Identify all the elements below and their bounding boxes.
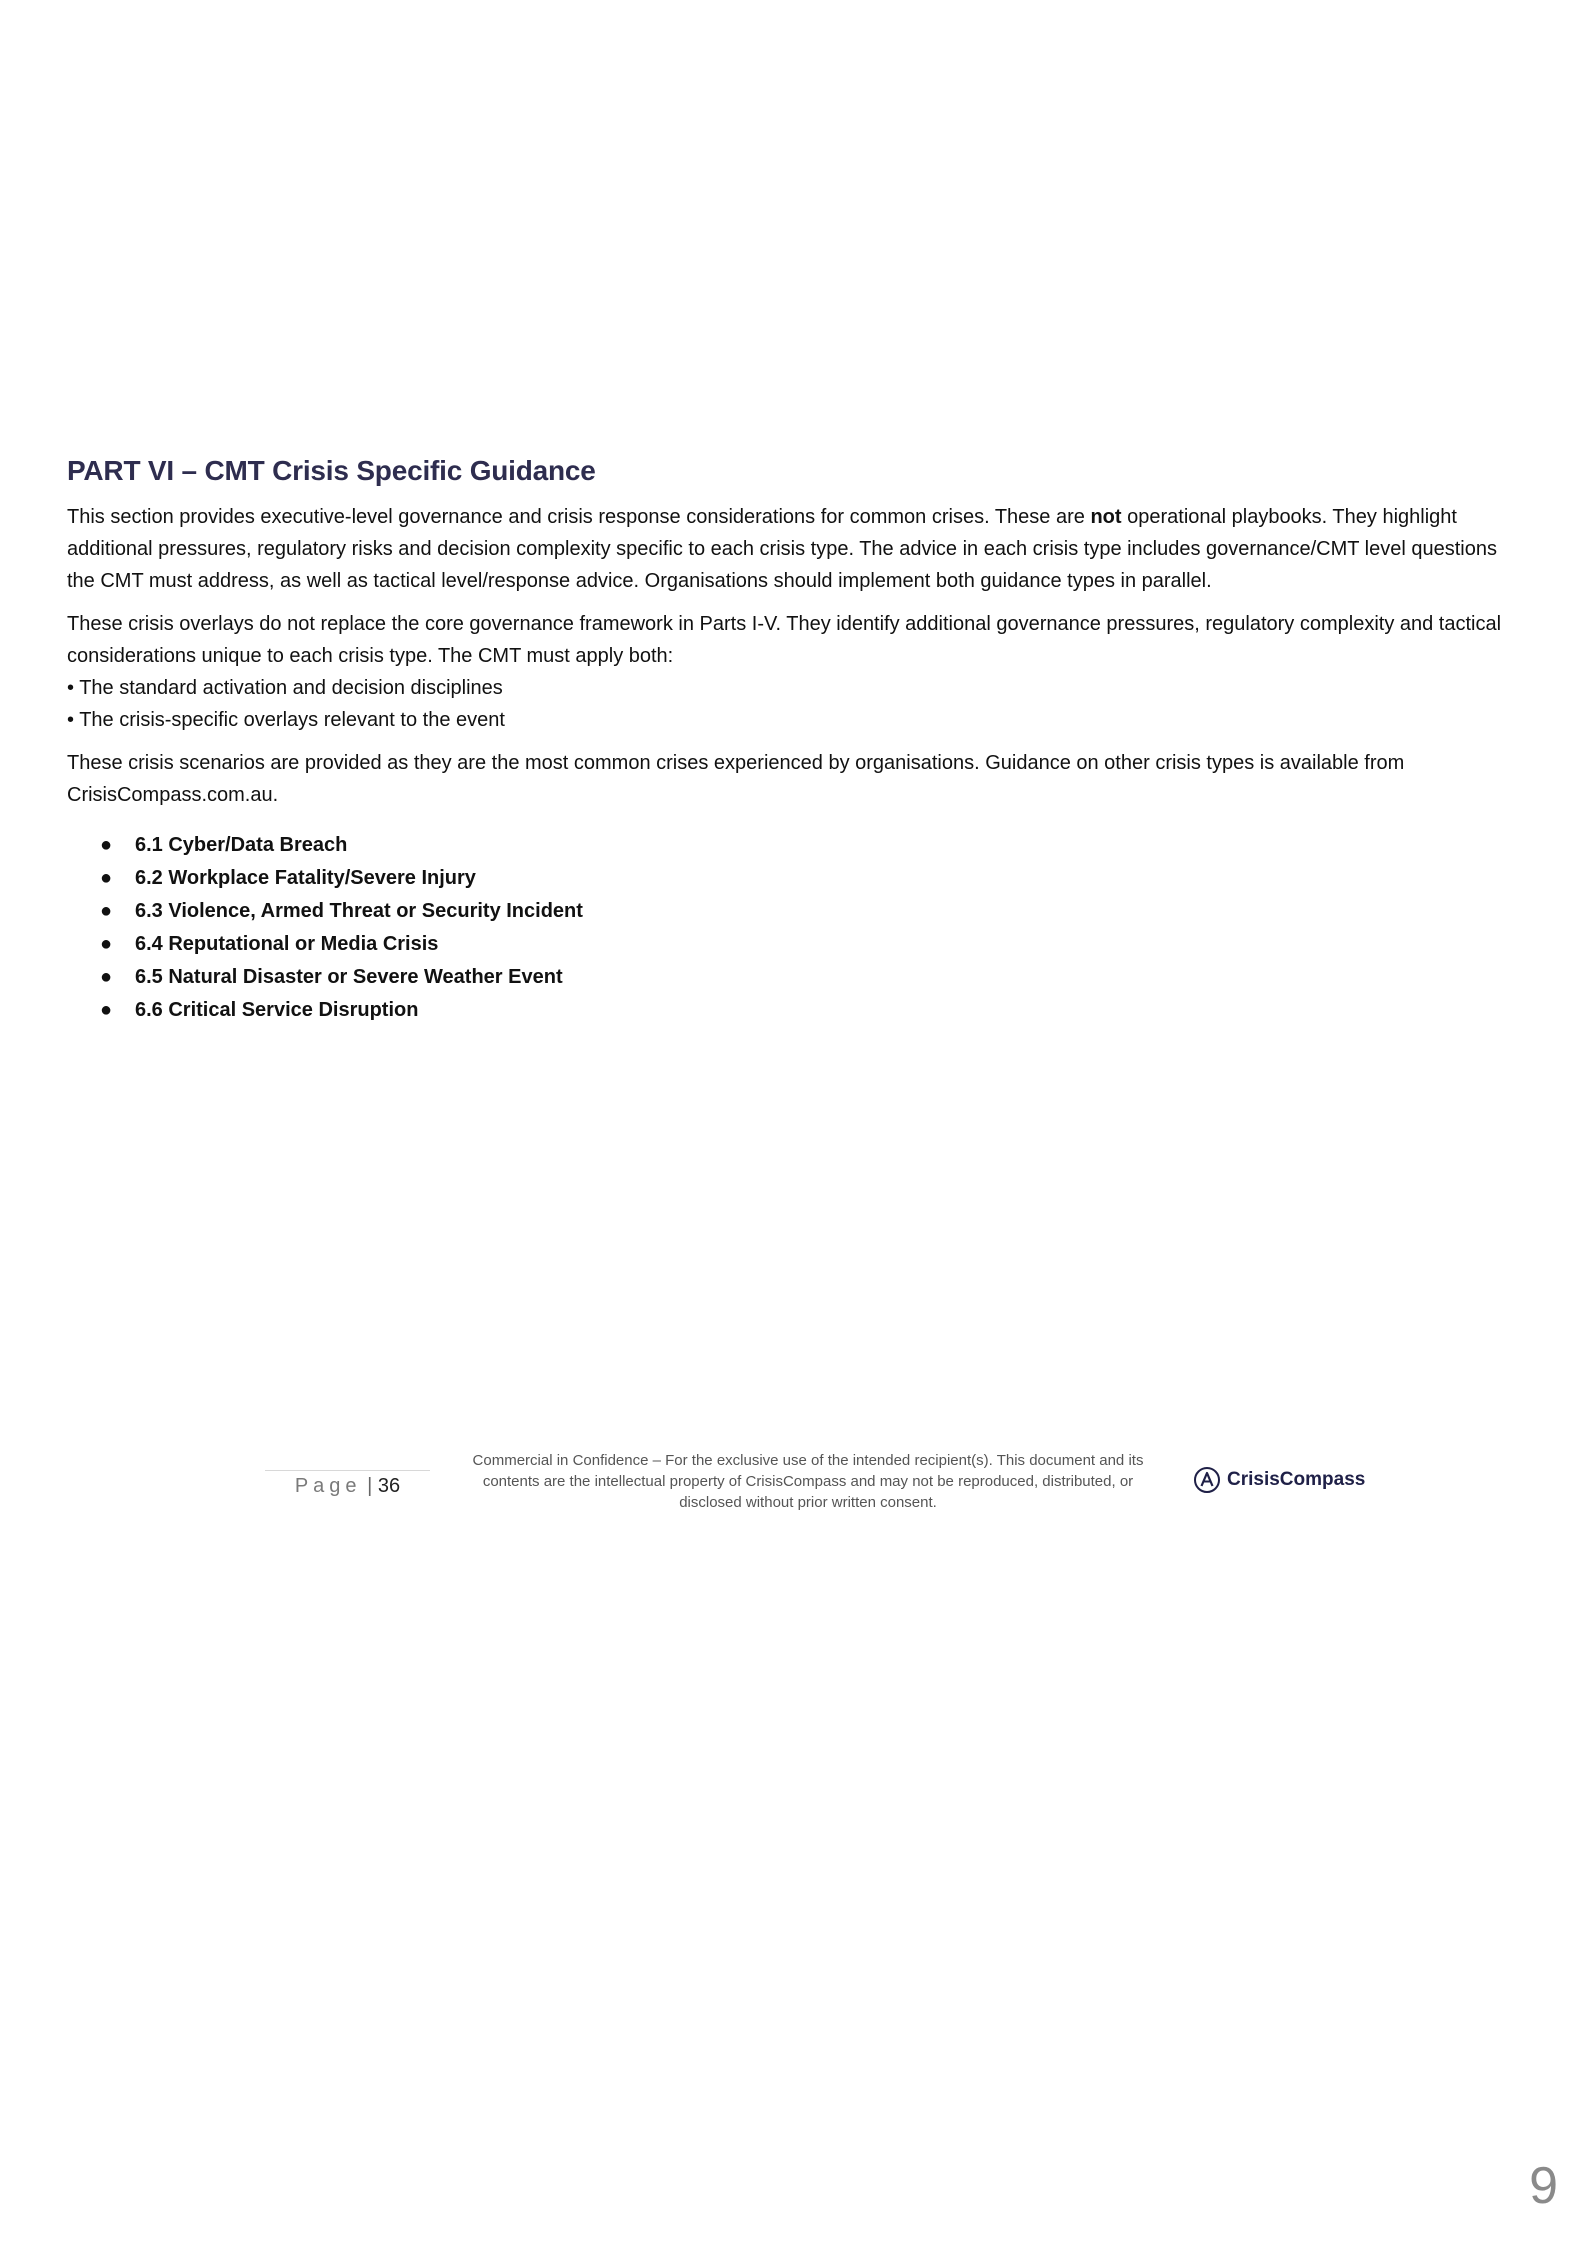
list-item [67, 994, 1507, 1027]
page-separator: | [367, 1475, 373, 1497]
crisis-type-label: 6.2 Workplace Fatality/Severe Injury [135, 867, 476, 889]
bullet-icon: ● [100, 999, 113, 1021]
crisis-type-list [67, 829, 1507, 1027]
page-footer [0, 1450, 1588, 1520]
overlay-paragraph [67, 608, 1507, 736]
list-item [67, 895, 1507, 928]
crisis-type-label: 6.6 Critical Service Disruption [135, 999, 419, 1021]
document-body [67, 455, 1507, 1027]
scenarios-paragraph: These crisis scenarios are provided as they are the most common crises experienced by organisations. Guidance on other crisis types is available from CrisisCompass.com.au. [67, 752, 1405, 806]
crisis-type-label: 6.5 Natural Disaster or Severe Weather Event [135, 966, 563, 988]
list-item [67, 928, 1507, 961]
section-heading: PART VI – CMT Crisis Specific Guidance [67, 455, 596, 486]
intro-text-end: operational playbooks. They highlight additional pressures, regulatory risks and decision complexity specific to each crisis type. The advice in each crisis type includes governance/CMT level questions the CMT must address, as well as tactical level/response advice. Organisations should implement both guidance types in parallel. [67, 506, 1497, 592]
confidentiality-notice: Commercial in Confidence – For the exclusive use of the intended recipient(s). This document and its contents are the intellectual property of CrisisCompass and may not be reproduced, distributed, or disclosed without prior written consent. [472, 1452, 1144, 1511]
crisis-type-label: 6.3 Violence, Armed Threat or Security Incident [135, 900, 583, 922]
list-item [67, 961, 1507, 994]
brand-name: CrisisCompass [1227, 1469, 1366, 1490]
intro-text-bold: not [1090, 506, 1122, 528]
overlay-text: These crisis overlays do not replace the core governance framework in Parts I-V. They identify additional governance pressures, regulatory complexity and tactical considerations unique to each crisis type. The CMT must apply both: [67, 613, 1502, 667]
bullet-icon: ● [100, 867, 113, 889]
page-number-box [265, 1470, 430, 1498]
crisis-type-label: 6.4 Reputational or Media Crisis [135, 933, 439, 955]
overlay-bullet-1: • The standard activation and decision disciplines [67, 677, 503, 699]
page-number: 36 [377, 1475, 401, 1497]
list-item [67, 862, 1507, 895]
page-word: Page [294, 1475, 362, 1497]
intro-text-start: This section provides executive-level governance and crisis response considerations for common crises. These are [67, 506, 1091, 528]
bullet-icon: ● [100, 834, 113, 856]
bullet-icon: ● [100, 900, 113, 922]
intro-paragraph [67, 501, 1507, 597]
compass-a-circle-icon [1193, 1466, 1221, 1494]
sheet-number: 9 [1529, 2157, 1558, 2215]
bullet-icon: ● [100, 966, 113, 988]
brand-logo [1193, 1466, 1365, 1494]
list-item [67, 829, 1507, 862]
overlay-bullet-2: • The crisis-specific overlays relevant to the event [67, 709, 505, 731]
bullet-icon: ● [100, 933, 113, 955]
crisis-type-label: 6.1 Cyber/Data Breach [135, 834, 348, 856]
